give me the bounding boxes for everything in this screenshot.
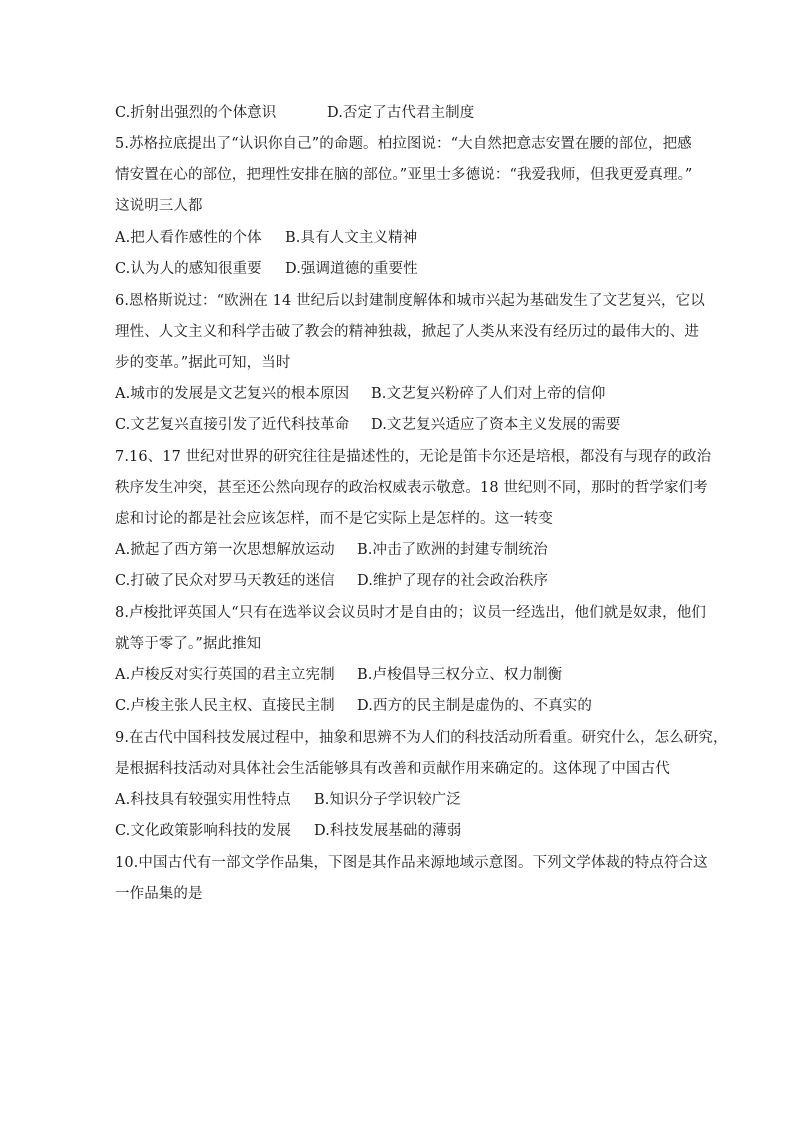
q10-stem-line-2: 一作品集的是 xyxy=(115,886,203,902)
q7-options-cd xyxy=(115,571,549,591)
q8-option-a: A.卢梭反对实行英国的君主立宪制 xyxy=(115,667,335,683)
q7-stem-line-2: 秩序发生冲突，甚至还公然向现存的政治权威表示敬意。18 世纪则不同，那时的哲学家们考 xyxy=(115,480,708,496)
q8-stem-line-1: 8.卢梭批评英国人“只有在选举议会议员时才是自由的；议员一经选出，他们就是奴隶，他们 xyxy=(115,605,706,621)
q8-options-cd xyxy=(115,696,592,716)
q7-options-ab xyxy=(115,540,548,560)
q5-stem-line-2: 情安置在心的部位，把理性安排在脑的部位。”亚里士多德说：“我爱我师，但我更爱真理。” xyxy=(115,167,693,183)
q9-options-ab xyxy=(115,790,461,810)
q9-option-a: A.科技具有较强实用性特点 xyxy=(115,792,291,808)
q4-option-c: C.折射出强烈的个体意识 xyxy=(115,105,277,121)
q7-option-b: B.冲击了欧洲的封建专制统治 xyxy=(357,542,548,558)
q6-option-d: D.文艺复兴适应了资本主义发展的需要 xyxy=(371,417,621,433)
q6-stem-line-3: 步的变革。”据此可知，当时 xyxy=(115,355,291,371)
q6-options-cd xyxy=(115,415,621,435)
q5-options-cd xyxy=(115,259,418,279)
q5-option-d: D.强调道德的重要性 xyxy=(285,261,418,277)
q9-option-c: C.文化政策影响科技的发展 xyxy=(115,823,291,839)
q10-stem-line-1: 10.中国古代有一部文学作品集，下图是其作品来源地域示意图。下列文学体裁的特点符合这 xyxy=(115,855,708,871)
q4-option-d: D.否定了古代君主制度 xyxy=(327,105,475,121)
q6-option-c: C.文艺复兴直接引发了近代科技革命 xyxy=(115,417,350,433)
q6-option-a: A.城市的发展是文艺复兴的根本原因 xyxy=(115,386,350,402)
q7-stem-line-1: 7.16、17 世纪对世界的研究往往是描述性的，无论是笛卡尔还是培根，都没有与现存的政治 xyxy=(115,449,712,465)
q7-option-c: C.打破了民众对罗马天教廷的迷信 xyxy=(115,573,335,589)
q6-stem-line-2: 理性、人文主义和科学击破了教会的精神独裁，掀起了人类从来没有经历过的最伟大的、进 xyxy=(115,324,699,340)
q9-options-cd xyxy=(115,821,462,841)
q5-option-b: B.具有人文主义精神 xyxy=(285,230,418,246)
q8-option-c: C.卢梭主张人民主权、直接民主制 xyxy=(115,698,335,714)
q9-option-d: D.科技发展基础的薄弱 xyxy=(314,823,462,839)
q8-options-ab xyxy=(115,665,563,685)
q5-option-c: C.认为人的感知很重要 xyxy=(115,261,262,277)
q5-options-ab xyxy=(115,228,418,248)
q9-stem-line-1: 9.在古代中国科技发展过程中，抽象和思辨不为人们的科技活动所看重。研究什么，怎么研究， xyxy=(115,730,728,746)
q5-stem-line-1: 5.苏格拉底提出了“认识你自己”的命题。柏拉图说：“大自然把意志安置在腰的部位，把感 xyxy=(115,136,692,152)
q4-options-cd xyxy=(115,103,475,123)
q8-stem-line-2: 就等于零了。”据此推知 xyxy=(115,636,262,652)
q6-option-b: B.文艺复兴粉碎了人们对上帝的信仰 xyxy=(371,386,606,402)
q7-option-a: A.掀起了西方第一次思想解放运动 xyxy=(115,542,335,558)
q8-option-b: B.卢梭倡导三权分立、权力制衡 xyxy=(357,667,563,683)
q5-option-a: A.把人看作感性的个体 xyxy=(115,230,262,246)
q6-stem-line-1: 6.恩格斯说过：“欧洲在 14 世纪后以封建制度解体和城市兴起为基础发生了文艺复兴，它以 xyxy=(115,293,705,309)
q6-options-ab xyxy=(115,384,606,404)
q9-stem-line-2: 是根据科技活动对具体社会生活能够具有改善和贡献作用来确定的。这体现了中国古代 xyxy=(115,761,670,777)
q8-option-d: D.西方的民主制是虚伪的、不真实的 xyxy=(357,698,592,714)
q9-option-b: B.知识分子学识较广泛 xyxy=(314,792,461,808)
q7-stem-line-3: 虑和讨论的都是社会应该怎样，而不是它实际上是怎样的。这一转变 xyxy=(115,511,553,527)
q5-stem-line-3: 这说明三人都 xyxy=(115,198,203,214)
q7-option-d: D.维护了现存的社会政治秩序 xyxy=(357,573,549,589)
